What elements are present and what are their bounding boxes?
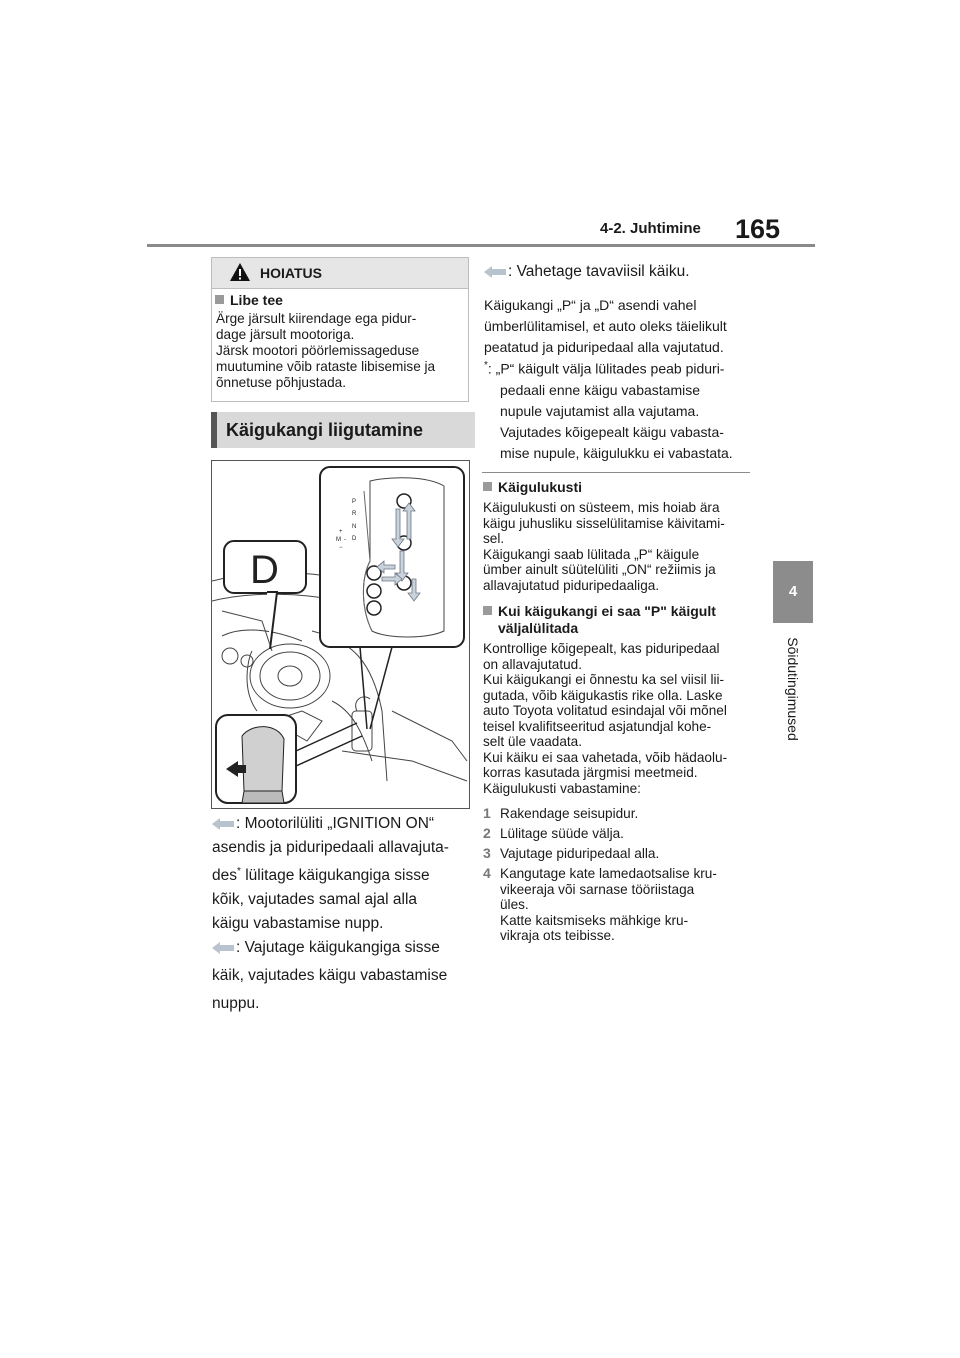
note-line: ümberlülitamisel, et auto oleks täielikult <box>484 318 727 334</box>
gate-label-r: R <box>352 511 357 517</box>
gear-letter: D <box>250 548 279 592</box>
note-paragraph <box>484 295 754 358</box>
step-line: Katte kaitsmiseks mähkige kru- <box>500 912 689 928</box>
section-heading: Käigukangi liigutamine <box>226 420 424 440</box>
stuck-line: selt üle vaadata. <box>483 734 582 749</box>
lock-heading <box>483 479 582 495</box>
bullet-square-icon <box>483 482 492 491</box>
stuck-line: teisel kvalifitseeritud asjatundjal kohe- <box>483 718 712 734</box>
manual-label-minus: - <box>344 537 346 543</box>
stuck-line: gutada, võib käigukastis rike olla. Laske <box>483 687 723 703</box>
gate-position-2 <box>367 584 381 598</box>
chapter-title-text: Sõidutingimused <box>785 637 801 741</box>
para2-line: nuppu. <box>212 995 260 1012</box>
para2-line: : Vajutage käigukangiga sisse <box>236 939 440 956</box>
stuck-heading <box>483 603 753 637</box>
step-line: üles. <box>500 897 529 912</box>
footnote-mark: * <box>484 360 488 371</box>
warning-line: muutumine võib rataste libisemise ja <box>216 359 436 374</box>
note-line: Käigukangi „P“ ja „D“ asendi vahel <box>484 297 697 313</box>
bullet-square-icon <box>483 606 492 615</box>
warning-line: dage järsult mootoriga. <box>216 327 355 342</box>
warning-line: õnnetuse põhjustada. <box>216 375 347 390</box>
para1-line: asendis ja piduripedaali allavajuta- <box>212 839 449 856</box>
gate-label-n: N <box>352 524 357 530</box>
footnote-ref: * <box>237 866 241 877</box>
step-item <box>483 824 758 844</box>
step-line: vikeeraja või sarnase tööriistaga <box>500 881 695 897</box>
step-number: 4 <box>483 865 491 881</box>
warning-icon <box>229 262 251 282</box>
para1-line: lülitage käigukangiga sisse <box>240 867 430 885</box>
warning-subtitle <box>215 292 283 308</box>
lock-paragraph <box>483 500 753 593</box>
stuck-paragraph <box>483 641 758 796</box>
footnote-line: : „P“ käigult välja lülitades peab piduri- <box>487 360 725 377</box>
stuck-line: Käigulukusti vabastamine: <box>483 780 641 796</box>
stuck-line: on allavajutatud. <box>483 656 583 672</box>
lock-line: Käigulukusti on süsteem, mis hoiab ära <box>483 500 720 515</box>
section-divider <box>482 472 750 473</box>
lock-heading-text: Käigulukusti <box>498 479 583 495</box>
warning-title: HOIATUS <box>260 265 322 281</box>
para3-text: : Vahetage tavaviisil käiku. <box>508 263 690 280</box>
page-number: 165 <box>735 214 781 244</box>
arrow-icon <box>212 818 234 830</box>
step-line: Kangutage kate lamedaotsalise kru- <box>500 866 717 881</box>
stuck-line: korras kasutada järgmisi meetmeid. <box>483 765 698 780</box>
step-number: 3 <box>483 845 491 861</box>
lock-line: Käigukangi saab lülitada „P“ käigule <box>483 546 700 562</box>
gate-position-3 <box>367 601 381 615</box>
instruction-paragraph-1 <box>212 812 472 936</box>
warning-body <box>216 311 461 391</box>
chapter-tab: 4 <box>773 561 813 623</box>
step-item <box>483 844 758 864</box>
shift-lever-illustration <box>212 461 469 808</box>
stuck-line: Kontrollige kõigepealt, kas piduripedaal <box>483 641 720 656</box>
lock-line: ümber ainult süütelüliti „ON“ režiimis ja <box>483 562 716 577</box>
stuck-line: auto Toyota volitatud esindajal või mõnel <box>483 703 727 718</box>
stuck-heading-line: väljalülitada <box>498 620 579 636</box>
footnote-line: nupule vajutamist alla vajutama. <box>500 402 700 419</box>
stuck-heading-line: Kui käigukangi ei saa "P" käigult <box>498 603 716 619</box>
para1-line: käigu vabastamise nupp. <box>212 915 384 933</box>
lock-line: allavajutatud piduripedaaliga. <box>483 577 660 593</box>
header-rule <box>147 244 815 247</box>
stuck-line: Kui käiku ei saa vahetada, võib hädaolu- <box>483 749 728 765</box>
step-text <box>500 866 755 944</box>
shift-lever-figure <box>211 460 470 809</box>
gate-label-d: D <box>352 536 357 542</box>
chapter-title <box>781 630 805 748</box>
para2-line: käik, vajutades käigu vabastamise <box>212 967 448 984</box>
footnote-line: pedaali enne käigu vabastamise <box>500 381 701 398</box>
step-line: vikraja ots teibisse. <box>500 928 615 943</box>
footnote-line: mise nupule, käigulukku ei vabastata. <box>500 444 733 461</box>
step-item <box>483 864 758 944</box>
warning-line: Järsk mootori pöörlemissageduse <box>216 343 420 358</box>
gate-label-p: P <box>352 499 357 505</box>
footnote <box>484 355 754 464</box>
manual-label-plus: + <box>339 529 343 535</box>
step-text: Rakendage seisupidur. <box>500 806 639 821</box>
para1-line: : Mootorilüliti „IGNITION ON“ <box>236 815 435 832</box>
bullet-square-icon <box>215 295 224 304</box>
step-list <box>483 804 758 944</box>
section-title: 4-2. Juhtimine <box>600 220 701 237</box>
note-line: peatatud ja piduripedaal alla vajutatud. <box>484 339 724 355</box>
footnote-line: Vajutades kõigepealt käigu vabasta- <box>500 423 724 440</box>
step-text: Lülitage süüde välja. <box>500 826 624 841</box>
warning-line: Ärge järsult kiirendage ega pidur- <box>216 311 417 326</box>
step-item <box>483 804 758 824</box>
lock-line: sel. <box>483 531 505 546</box>
warning-subtitle-text: Libe tee <box>230 292 283 308</box>
step-text: Vajutage piduripedaal alla. <box>500 846 660 861</box>
para1-line: kõik, vajutades samal ajal alla <box>212 891 418 909</box>
instruction-paragraph-2 <box>212 934 472 1018</box>
instruction-paragraph-3 <box>484 260 754 284</box>
manual-label-minus-2: − <box>339 545 343 551</box>
arrow-icon <box>484 266 506 278</box>
step-number: 2 <box>483 825 491 841</box>
para1-line: des <box>212 867 237 885</box>
step-number: 1 <box>483 805 491 821</box>
manual-label-m: M <box>336 537 341 543</box>
lock-line: käigu juhusliku sisselülitamise käivitami- <box>483 515 725 531</box>
arrow-icon <box>212 942 234 954</box>
stuck-line: Kui käigukangi ei õnnestu ka sel viisil lii- <box>483 672 725 687</box>
